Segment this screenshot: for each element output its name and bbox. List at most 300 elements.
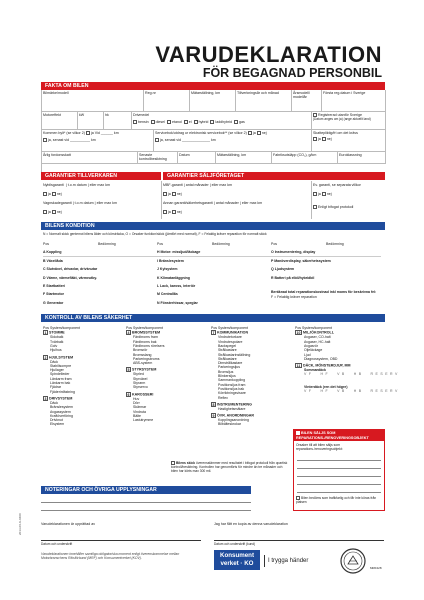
k-row-l[interactable] [157,282,269,290]
g3-item[interactable]: Avgassystem [50,409,71,414]
fuel-etanol-label: etanol [171,120,182,124]
fuel-laddhybrid-label: laddhybrid [215,120,232,124]
k-row-m[interactable] [157,290,269,298]
belt-at-label: Vid [94,131,100,135]
k-row-j[interactable] [157,265,269,273]
g4-num: 4 [127,331,130,336]
g11-summer-label: Sommardäck [304,368,326,373]
k-row-r-label: R Batteri på elbil/hybridbil [271,275,315,280]
k2-bed-head: Bedömning [212,242,230,246]
g7-title: KOMMUNIKATION [217,330,249,335]
g5-item[interactable]: Styrarm [133,381,146,386]
k-row-n-label: N Fönsterhissar, speglar [157,300,198,305]
vagnskada-yes-checkbox[interactable] [43,210,47,214]
k-total-cost-label: Beräknad total reparationskostnad inkl moms för beskrivna fel: [271,290,377,295]
kontroll-col2 [126,326,165,422]
winter-reserv: RESERV [370,389,400,394]
g1-item[interactable]: Sidobalk [50,335,64,340]
vagnskada-label: Vagnskadegaranti [43,201,72,205]
field-inspection-date[interactable] [178,152,216,164]
field-hk[interactable] [104,112,132,130]
garanti-saljforetag-heading: GARANTIER SÄLJFÖRETAGET [163,172,385,180]
repair-text: Orsaker till att bilen säljs som reparations-/renoveringsobjekt: [296,443,343,452]
label-inspection-mileage: Mätarställning, km [217,153,247,157]
k3-bed-head: Bedömning [326,242,344,246]
k-row-g[interactable] [43,299,155,307]
k-row-e-label: E Startbatteri [43,283,65,288]
field-kw[interactable] [78,112,104,130]
winter-tyre-cols [295,389,400,393]
service-no-checkbox[interactable] [257,131,261,135]
field-modelyear[interactable] [292,90,322,112]
field-euro[interactable] [338,152,386,164]
repair-heading-wrap [294,430,384,441]
g7-item[interactable]: Backspegel [218,343,237,348]
g11-num: 11 [296,364,301,369]
k-row-r[interactable] [271,274,383,282]
g5-item[interactable]: Styrservo [133,385,148,390]
fakta-section [41,82,385,90]
k1-pos-head: Pos [43,242,50,246]
g3-item[interactable]: Kraftöverföring [50,413,73,418]
g7-item[interactable]: Körriktningsvisare [218,391,246,396]
field-reg-outside [312,112,386,130]
service-yes-label: ja [252,131,256,135]
g6-item[interactable]: Skärmar [133,405,147,410]
g7-item[interactable]: Dimstrålkastare [218,361,243,366]
service-no-label: nej [261,131,267,135]
k-row-p-label: P Manöverdisplay, säkerhetssystem [271,258,331,263]
kondition-col1 [43,242,155,307]
repair-danger-row [296,496,382,504]
konsumentverket-logo [214,550,260,570]
mbf-months-label: antal månader [185,183,209,187]
g7-num: 7 [212,331,215,336]
mbf-yes-label: ja [168,192,171,196]
g6-title: KAROSSERI [132,392,154,397]
kc4-sys: System/komponent [302,326,332,330]
belt-yes-checkbox[interactable] [86,131,90,135]
g4-title: BROMSSYSTEM [132,330,161,335]
separata-yes-label: ja [318,192,321,196]
k-row-o-label: O Instrumentering, display [271,250,316,255]
field-inspection-mileage[interactable] [216,152,272,164]
mbf-yes-checkbox[interactable] [163,192,167,196]
noteringar-heading: NOTERINGAR OCH ÖVRIGA UPPLYSNINGAR [41,486,251,494]
fuel-gas-label: gas [238,120,245,124]
repair-heading: BILEN SÄLJS SOM REPARATIONS-/RENOVERINGSOBJEKT [296,431,369,440]
label-servicebook: Servicebok/utdrag ur elektronisk servicebok** (se vilkor 2) [155,131,247,135]
k-row-d-label: D Värme, värmefläkt, värmeutby. [43,275,98,280]
mbf-row: MBF-garanti | antal månader | eller max km [163,183,233,187]
tax-yes-label: ja [318,137,321,141]
kontroll-heading: KONTROLL AV BILENS SÄKERHET [41,314,385,322]
field-regnr[interactable] [144,90,190,112]
g11-title: DÄCK, MÖNSTERDJUP, MM [303,363,351,368]
noteringar-area[interactable] [41,494,251,514]
winter-hf: HF [320,389,331,394]
logo-line1: Konsument [219,552,255,559]
repair-danger-label: Bilen bedöms som trafikfarlig och får inte köras från platsen [296,496,377,505]
k-row-l-label: L Lack, kaross, interiör [157,283,196,288]
separata-row [313,183,361,187]
bilens-skick-note [171,461,289,473]
g10-item[interactable]: Oljeläckage [304,348,323,353]
annan-yes-label: ja [168,210,171,214]
page-subtitle: FÖR BEGAGNAD PERSONBIL [202,66,382,80]
service-next-checkbox[interactable] [155,138,159,142]
k-row-c-label: C Slutväxel, drivaxlar, drivknutar [43,267,98,272]
repair-checkbox[interactable] [296,431,300,435]
g3-title: DRIVSYSTEM [49,396,73,401]
k-row-g-label: G Generator [43,300,64,305]
k-row-a-label: A Koppling [43,250,62,255]
kontroll-col4 [295,326,400,393]
g1-item[interactable]: Hjulhus [50,348,62,353]
g3-item[interactable]: Elsystem [50,422,65,427]
field-fuel [132,112,312,130]
g5-item[interactable]: Styrväxel [133,376,148,381]
separata-check [313,192,332,196]
fuel-diesel-checkbox[interactable] [151,120,155,124]
field-yearly-tax[interactable] [42,152,138,164]
g9-title: ÖVR. ANORDNINGAR [217,413,255,418]
annan-no-label: nej [176,210,182,214]
k3-pos-head: Pos [271,242,278,246]
mrf-seal-icon [340,548,366,574]
field-last-inspection[interactable] [138,152,178,164]
g1-num: 1 [44,331,47,336]
kondition-grid [41,240,385,310]
nybil-km-label: eller max km [89,183,111,187]
logo-divider [264,555,265,567]
g2-item[interactable]: Fjädrar [50,385,62,390]
nybil-yes-label: ja [48,192,51,196]
g4-item[interactable]: Färdbroms fram [133,335,158,340]
k-row-b-label: B Växellåda [43,258,63,263]
field-firstreg[interactable] [322,90,386,112]
service-next-label: ja, senast vid [160,138,181,143]
k-row-b[interactable] [43,257,155,265]
nybil-yes-checkbox[interactable] [43,192,47,196]
sig-right-label: Jag har fått en kopia av denna varudeklaration [214,522,288,526]
label-kw: kW [79,113,85,117]
annan-months-label: antal månader [215,201,239,205]
label-yearly-tax: Årlig fordonsskatt [43,153,71,157]
g7-item[interactable]: Strålkastarinställning [218,352,251,357]
field-timing-belt: Kommen bylt* (se vilkor 2) ja Vid ______ km ja, senast vid __________ km [42,130,154,152]
protokoll-label: Enligt bifogat protokoll [318,205,354,209]
g2-num: 2 [44,355,47,360]
k-f-legend: F = Felaktig kräver reparation [271,294,317,299]
kontroll-col1 [43,326,80,427]
g2-item[interactable]: Fjäderinfästning [50,389,75,394]
fuel-bensin-checkbox[interactable] [133,120,137,124]
separata-yes-checkbox[interactable] [313,192,317,196]
g11-winter-label: Vinterdäck (ren det högre) [304,384,348,389]
nybil-label: Nybilsgaranti [43,183,64,187]
g10-item[interactable]: Avgaser, CO-halt [304,335,331,340]
g2-item[interactable]: Länkarm bak [50,381,71,386]
k-row-q[interactable] [271,265,383,273]
fuel-diesel-label: diesel [155,120,165,124]
g2-item[interactable]: Stabilisompre [50,363,72,368]
vagnskada-yes-label: ja [48,210,51,214]
k-row-q-label: Q Ljudsystem [271,267,295,272]
annan-row: Annan garanti/säkerhetsgaranti | antal månader | eller max km [163,201,263,205]
protokoll-checkbox[interactable] [313,205,317,209]
label-tax: Skattepliktig/fri om det krävs [313,131,358,135]
label-mileage: Mätarställning, km [191,91,221,95]
g7-item[interactable]: Strålkastare [218,356,237,361]
label-modelyear: Årsmodell/ modellår [293,91,310,99]
footer-text: Varudeklarationen innehåller samtliga obligatoriska moment enligt överenskommelse mellan Motorbranschens Riksförbund (MRF) och Konsumentverket (KOV). [41,552,180,561]
field-servicebook: Servicebok/utdrag ur elektronisk servicebok** (se vilkor 2) ja nej ja, senast vid ______________ km [154,130,312,152]
kc3-pos: Pos [211,326,218,330]
field-power[interactable] [42,112,78,130]
nybil-no-checkbox[interactable] [52,192,56,196]
fuel-el-checkbox[interactable] [184,120,188,124]
kc4-pos: Pos [295,326,302,330]
g3-num: 3 [44,396,47,401]
g6-item[interactable]: Huv [133,396,140,401]
winter-vb: VB [337,389,347,394]
g7-item[interactable]: Vindrutespolare [218,339,243,344]
kc2-pos: Pos [126,326,133,330]
belt-km-label: km [113,131,119,135]
belt-next-km-label: km [90,138,96,143]
g8-item[interactable]: Hastighetsmätare [218,406,246,411]
g2-item[interactable]: Länkarm fram [50,376,72,381]
g7-item[interactable]: Parkeringsljus [218,365,240,370]
k-row-h-label: H Motor: missljud/läckage [157,250,201,255]
fuel-hybrid-checkbox[interactable] [194,120,198,124]
k-row-p[interactable] [271,257,383,265]
service-yes-checkbox[interactable] [248,131,252,135]
k-row-i[interactable] [157,257,269,265]
sig-left-label: Varudeklarationen är upprättad av [41,522,96,526]
k-row-f-label: F Startmotor [43,292,64,297]
vagnskada-date-label: t.o.m datum [74,201,94,205]
fakta-heading: FAKTA OM BILEN [41,82,385,90]
noteringar-section [41,486,251,494]
g10-item[interactable]: Avgasrör [304,343,318,348]
label-inspection-date: Datum [179,153,190,157]
separata-no-checkbox[interactable] [322,192,326,196]
g4-item[interactable]: Färdbroms rörelsers [133,343,165,348]
g6-item[interactable]: Dörr [133,401,140,405]
skick-text: överensstämmer med resultatet i bifogat protokoll från opartisk kontroll/besiktning. Kontrollen har genomförts för mindre än tre månader och bilen har körts max 300 mil. [171,461,288,474]
annan-km-label: eller max km [241,201,263,205]
separata-no-label: nej [326,192,332,196]
k-row-j-label: J Kylsystem [157,267,178,272]
g10-title: MILJÖKONTROLL [303,330,334,335]
field-mileage[interactable] [190,90,236,112]
mbf-no-label: nej [176,192,182,196]
service-next-km-label: km [210,138,216,143]
protokoll-row [313,205,353,209]
mbf-km-label: eller max km [211,183,233,187]
g2-item[interactable]: Spindelleder [50,372,70,377]
summer-hb: HB [353,372,364,377]
garanti-tillverkare-head [41,172,161,180]
field-tax [312,130,386,152]
label-manufacture: Tillverkningsår och månad [237,91,279,95]
belt-yes-label: ja [90,131,94,135]
g6-item[interactable]: Lastutrymme [133,418,154,423]
k2-pos-head: Pos [157,242,164,246]
g4-item[interactable]: Parkeringsbroms [133,356,160,361]
page-title: VARUDEKLARATION [155,42,382,67]
vagnskada-no-label: nej [56,210,62,214]
k1-bed-head: Bedömning [98,242,116,246]
label-power: Motoreffekt [43,113,61,117]
reg-outside-sub: (Datum anges om ja) (ange aktuellt land) [313,117,371,122]
k-row-f[interactable] [43,290,155,298]
summer-hf: HF [320,372,331,377]
annan-no-checkbox[interactable] [172,210,176,214]
mbf-no-checkbox[interactable] [172,192,176,196]
belt-next-label: ja, senast vid [48,138,69,143]
fuel-options [133,120,310,124]
k-row-k-label: K Klimatanläggning [157,275,190,280]
k-row-m-label: M Centrallås [157,292,178,297]
mbf-label: MBF-garanti [163,183,183,187]
kondition-section [41,222,385,230]
g3-item[interactable]: Däck [50,401,58,405]
g7-item[interactable]: Bromsljus [218,369,234,374]
reg-outside-label: Registrerad utanför Sverige [318,113,362,117]
g7-item[interactable]: Positionsljus fram [218,382,246,387]
separata-label: Ev. garanti, se separata villkor [313,183,361,187]
summer-reserv: RESERV [370,372,400,377]
g10-item[interactable]: Avgaser, HC-halt [304,339,331,344]
summer-vb: VB [337,372,347,377]
label-hk: hk [105,113,109,117]
g8-title: INSTRUMENTERING [217,402,252,407]
garanti-tillverkare-heading: GARANTIER TILLVERKAREN [41,172,161,180]
g1-item[interactable]: Golv [50,343,58,348]
logo-line2: verket · KO [220,560,254,567]
g2-item[interactable]: Hjullager [50,368,64,373]
tax-no-checkbox[interactable] [322,137,326,141]
g7-item[interactable]: Blinkersljus [218,374,236,379]
g5-item[interactable]: Styrled [133,372,144,377]
vagnskada-check [43,210,62,214]
k-blank-row [271,282,383,290]
repair-box [293,429,385,511]
g3-item[interactable]: Bränslesystem [50,405,73,410]
kontroll-col3 [211,326,254,427]
kondition-legend: N = Normalt skick gentemot bilens ålder och körsträcka, O = Orsaker funktion/skick (jämfört med normalt), F = Felaktig kräver reparation för normalt skick [43,232,267,236]
g4-item[interactable]: Bromsrör [133,348,148,353]
fuel-etanol-checkbox[interactable] [167,120,171,124]
g4-item[interactable]: Bromsslang [133,352,152,357]
g10-item[interactable]: Ljud [304,352,311,357]
sig-left-line[interactable] [41,540,201,541]
kc1-pos: Pos [43,326,50,330]
field-manufacture[interactable] [236,90,292,112]
g9-item[interactable]: Kopplingsanordning [218,418,249,423]
g6-item[interactable]: Vindruta [133,409,146,414]
kc3-sys: System/komponent [218,326,248,330]
k-row-n[interactable] [157,299,269,307]
kondition-col3 [271,242,383,299]
g7-item[interactable]: Sammankoppling [218,378,246,383]
g5-title: STYRSYSTEM [132,367,157,372]
annan-label: Annan garanti/säkerhetsgaranti [163,201,213,205]
sig-right-sub: Datum och underskrift (kund) [214,542,256,546]
kc1-sys: System/komponent [50,326,80,330]
vagnskada-no-checkbox[interactable] [52,210,56,214]
annan-yes-checkbox[interactable] [163,210,167,214]
label-last-inspection: Senaste kontrollbesiktning [139,153,167,161]
fuel-bensin-label: bensin [138,120,149,124]
skick-title: Bilens skick [176,461,196,465]
tax-no-label: nej [326,137,332,141]
fuel-laddhybrid-checkbox[interactable] [210,120,214,124]
g7-item[interactable]: Strålkastare [218,348,237,353]
k-row-d[interactable] [43,274,155,282]
g8-num: 8 [212,402,215,407]
g7-item[interactable]: Reflex [218,395,228,400]
sig-right-line[interactable] [214,540,384,541]
g2-item[interactable]: Däck [50,359,58,364]
g7-item[interactable]: Vindrutetorkare [218,335,242,340]
k-row-c[interactable] [43,265,155,273]
footer-code: MRF228 [370,566,382,570]
mbf-check [163,192,182,196]
nybil-check [43,192,62,196]
k-row-i-label: I Bränslesystem [157,258,184,263]
winter-vf: VF [304,389,314,394]
label-model: Bilmärke/modell [43,91,69,95]
g1-title: STOMME [49,330,65,335]
g4-item[interactable]: ABS-system [133,361,153,366]
fuel-el-label: el [188,120,192,124]
g3-item[interactable]: Drivknut [50,418,63,423]
garanti-grid [41,181,385,219]
field-co2[interactable] [272,152,338,164]
nybil-row: Nybilsgaranti | t.o.m datum | eller max km [43,183,111,187]
g7-item[interactable]: Positionsljus bak [218,386,245,391]
tax-yes-checkbox[interactable] [313,137,317,141]
g1-item[interactable]: Tvärbalk [50,339,64,344]
k-row-k[interactable] [157,274,269,282]
summer-tyre-cols [295,372,400,376]
summer-tyre-values[interactable] [295,377,400,385]
label-regnr: Reg.nr [145,91,156,95]
belt-next-checkbox[interactable] [43,138,47,142]
label-euro: Euroklassning [339,153,362,157]
annan-check [163,210,182,214]
garanti-saljforetag-head [161,172,385,180]
g9-item[interactable]: Bilbälteskrokar [218,422,241,427]
k-row-e[interactable] [43,282,155,290]
g10-item[interactable]: Diagnossystem, OBD [304,356,338,361]
g4-item[interactable]: Färdbroms bak [133,339,157,344]
g9-num: 9 [212,414,215,419]
g6-item[interactable]: Bälte [133,413,141,418]
field-model[interactable] [42,90,144,112]
nybil-no-label: nej [56,192,62,196]
g10-num: 10 [296,331,301,336]
vagnskada-km-label: eller max km [96,201,117,205]
kc2-sys: System/komponent [133,326,163,330]
nybil-date-label: t.o.m datum [67,183,87,187]
g6-num: 6 [127,392,130,397]
fuel-gas-checkbox[interactable] [234,120,238,124]
